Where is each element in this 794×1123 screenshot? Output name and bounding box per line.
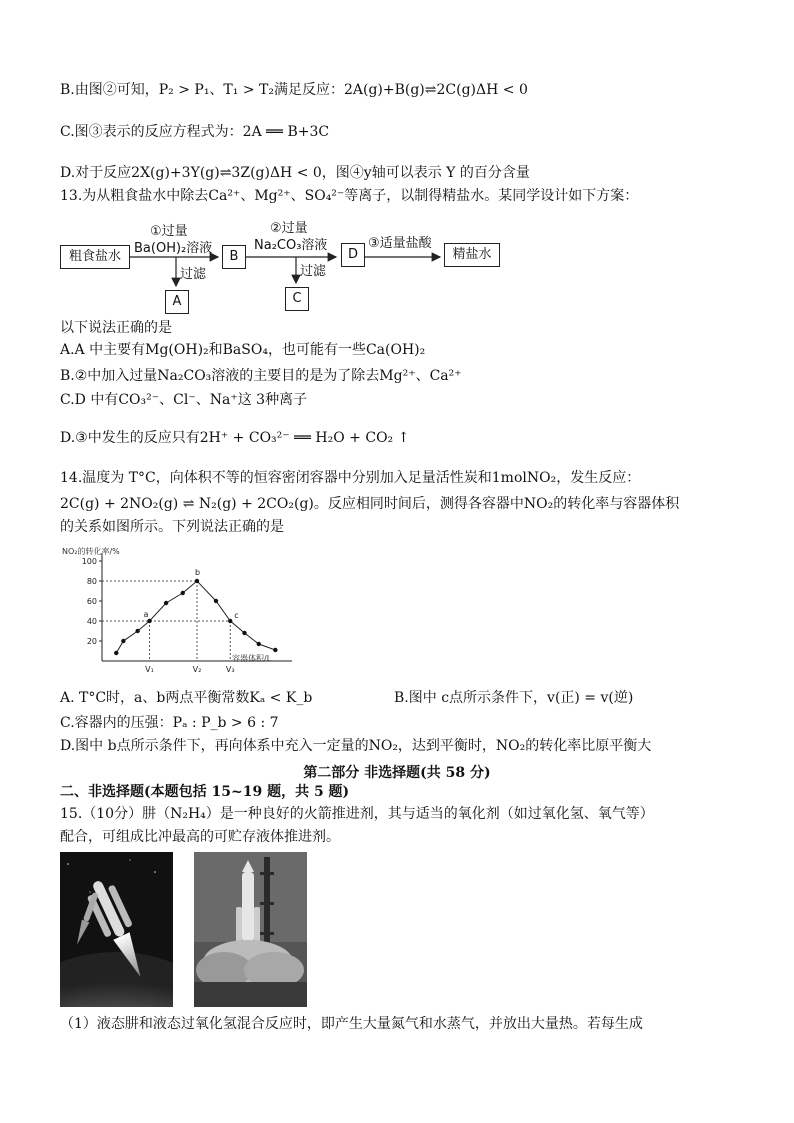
q14-stem-2: 2C(g) + 2NO₂(g) ⇌ N₂(g) + 2CO₂(g)。反应相同时间后，测得各容器中NO₂的转化率与容器体积	[60, 496, 680, 512]
q12-option-c: C.图③表示的反应方程式为：2A ══ B+3C	[60, 124, 330, 140]
q14-option-a: A. T°C时，a、b两点平衡常数Kₐ < K_b	[60, 690, 313, 706]
flow-d-box: D	[341, 243, 365, 267]
q13-option-d: D.③中发生的反应只有2H⁺ + CO₃²⁻ ══ H₂O + CO₂ ↑	[60, 430, 410, 446]
flow-c-box: C	[285, 287, 309, 311]
data-point	[135, 629, 139, 633]
space-shuttle-illustration	[60, 852, 173, 1007]
data-point	[214, 599, 218, 603]
q14-option-b: B.图中 c点所示条件下，v(正) = v(逆)	[394, 690, 634, 706]
flow-step1-top: ①过量	[150, 224, 188, 239]
q12-option-b: B.由图②可知，P₂ > P₁、T₁ > T₂满足反应：2A(g)+B(g)⇌2C(g)ΔH < 0	[60, 82, 528, 98]
point-label: b	[195, 568, 201, 577]
data-point	[228, 619, 232, 623]
flow-filter2: 过滤	[300, 264, 327, 279]
q15-line-1: 15.（10分）肼（N₂H₄）是一种良好的火箭推进剂，其与适当的氧化剂（如过氧化氢、氧气等）	[60, 806, 654, 822]
x-tick-label: V₃	[225, 665, 235, 674]
data-point	[114, 651, 118, 655]
x-tick-label: V₁	[145, 665, 154, 674]
data-point	[147, 619, 151, 623]
flow-a-box: A	[165, 290, 189, 314]
flow-step2-bottom: Na₂CO₃溶液	[254, 238, 328, 253]
rocket-launch-illustration	[194, 852, 307, 1007]
flow-step2-top: ②过量	[270, 221, 308, 236]
q15-subquestion-1: （1）液态肼和液态过氧化氢混合反应时，即产生大量氮气和水蒸气，并放出大量热。若每生成	[60, 1016, 643, 1032]
data-point	[164, 601, 168, 605]
flow-step3: ③适量盐酸	[368, 236, 432, 251]
q12-option-d: D.对于反应2X(g)+3Y(g)⇌3Z(g)ΔH < 0，图④y轴可以表示 Y 的百分含量	[60, 165, 530, 181]
rocket-photo-space	[60, 852, 173, 1007]
series-line	[116, 581, 275, 653]
flow-end-box: 精盐水	[444, 243, 500, 267]
q14-stem-1: 14.温度为 T°C，向体积不等的恒容密闭容器中分别加入足量活性炭和1molNO₂，发生反应：	[60, 470, 641, 486]
section-heading: 二、非选择题(本题包括 15~19 题，共 5 题)	[60, 784, 350, 800]
data-point	[195, 579, 199, 583]
x-tick-label: V₂	[192, 665, 202, 674]
y-tick-label: 20	[86, 637, 97, 646]
flow-b-box: B	[222, 245, 246, 269]
q14-option-d: D.图中 b点所示条件下，再向体系中充入一定量的NO₂，达到平衡时，NO₂的转化率比原平衡大	[60, 738, 652, 754]
part2-title: 第二部分 非选择题(共 58 分)	[303, 765, 491, 781]
q15-line-2: 配合，可组成比冲最高的可贮存液体推进剂。	[60, 829, 340, 845]
data-point	[257, 642, 261, 646]
q13-option-a: A.A 中主要有Mg(OH)₂和BaSO₄，也可能有一些Ca(OH)₂	[60, 342, 426, 358]
flow-filter1: 过滤	[180, 267, 207, 282]
chart-xlabel: 容器体积/L	[232, 654, 272, 663]
q14-stem-3: 的关系如图所示。下列说法正确的是	[60, 519, 284, 535]
q13-stem: 13.为从粗食盐水中除去Ca²⁺、Mg²⁺、SO₄²⁻等离子，以制得精盐水。某同学设计如下方案：	[60, 188, 639, 204]
q13-option-b: B.②中加入过量Na₂CO₃溶液的主要目的是为了除去Mg²⁺、Ca²⁺	[60, 368, 462, 384]
data-point	[273, 648, 277, 652]
chart-ylabel: NO₂的转化率/%	[62, 547, 120, 556]
y-tick-label: 40	[86, 617, 97, 626]
y-tick-label: 100	[81, 557, 97, 566]
point-label: a	[143, 610, 149, 619]
data-point	[121, 639, 125, 643]
data-point	[242, 631, 246, 635]
data-point	[181, 591, 185, 595]
point-label: c	[234, 611, 239, 620]
q13-ask: 以下说法正确的是	[60, 320, 172, 336]
flow-start-box: 粗食盐水	[60, 245, 130, 269]
rocket-photo-launch	[194, 852, 307, 1007]
y-tick-label: 80	[86, 577, 97, 586]
flow-step1-bottom: Ba(OH)₂溶液	[134, 241, 213, 256]
q14-option-c: C.容器内的压强：Pₐ : P_b > 6 : 7	[60, 715, 279, 731]
q13-flow-diagram	[0, 210, 794, 320]
conversion-chart	[60, 543, 300, 688]
q13-option-c: C.D 中有CO₃²⁻、Cl⁻、Na⁺这 3种离子	[60, 392, 308, 408]
y-tick-label: 60	[86, 597, 97, 606]
